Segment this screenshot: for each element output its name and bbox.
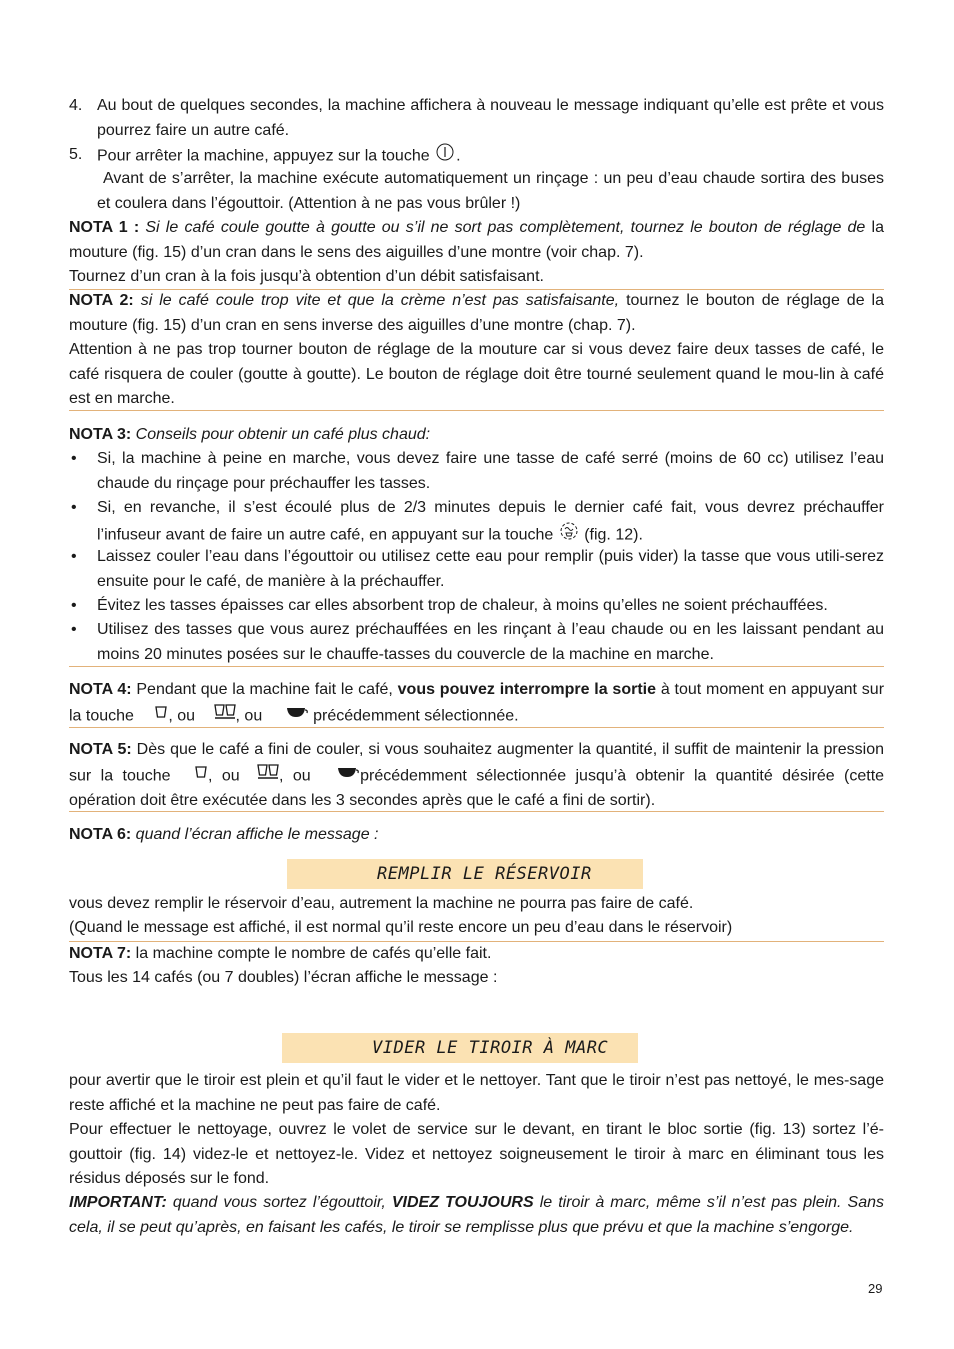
nota-3: NOTA 3: Conseils pour obtenir un café plus chaud: (69, 426, 431, 443)
nota-1-text2: Tournez d’un cran à la fois jusqu’à obtention d’un débit satisfaisant. (69, 268, 544, 285)
nota-6-text: vous devez remplir le réservoir d’eau, autrement la machine ne pourra pas faire de café. (69, 895, 694, 912)
nota-7-text2: Tous les 14 cafés (ou 7 doubles) l’écran affiche le message : (69, 969, 498, 986)
nota-3-bullet-1: Si, la machine à peine en marche, vous devez faire une tasse de café serré (moins de 60 cc) utilisez l’eau chaude du rinçage pour préchauffer les tasses. (97, 450, 884, 492)
nota-2-text2: Attention à ne pas trop tourner bouton de réglage de la mouture car si vous devez faire deux tasses de café, le café risquera de couler (goutte à goutte). Le bouton de réglage doit être tourné seulement quand le mou-lin à café est en marche. (69, 341, 884, 407)
single-cup-icon (194, 764, 208, 789)
item-5-note: Avant de s’arrêter, la machine exécute automatiquement un rinçage : un peu d’eau chaude sortira des buses et coulera dans l’égouttoir. (Attention à ne pas vous brûler !) (97, 170, 884, 212)
nota-3-bullet-5: Utilisez des tasses que vous aurez préchauffées en les rinçant à l’eau chaude ou en les laissant pendant au moins 20 minutes posées sur le chauffe-tasses du couvercle de la machine en marche. (97, 621, 884, 663)
bullet: • (71, 597, 77, 614)
nota-7-text4: Pour effectuer le nettoyage, ouvrez le volet de service sur le devant, en tirant le bloc sortie (fig. 13) sortez l’é-gouttoir (fig. 14) videz-le et nettoyez-le. Videz et nettoyez soigneusement le tiroir à marc en éliminant tous les résidus déposés sur le fond. (69, 1121, 884, 1187)
bullet: • (71, 548, 77, 565)
list-number-5: 5. (69, 146, 83, 163)
power-icon (434, 143, 456, 170)
important-label: IMPORTANT: (69, 1194, 167, 1211)
nota-1: NOTA 1 : Si le café coule goutte à goutte ou s’il ne sort pas complètement, tournez le bouton de réglage de la mouture (fig. 15) d’un cran dans le sens des aiguilles d’une montre (voir chap. 7). (69, 219, 884, 261)
nota-4-label: NOTA 4: (69, 681, 132, 698)
nota-6: NOTA 6: quand l’écran affiche le message : (69, 826, 379, 843)
item-4-text: Au bout de quelques secondes, la machine affichera à nouveau le message indiquant qu’elle est prête et vous pourrez faire un autre café. (97, 97, 884, 139)
nota-6-label: NOTA 6: (69, 826, 132, 843)
nota-3-bullet-3: Laissez couler l’eau dans l’égouttoir ou utilisez cette eau pour remplir (puis vider) la tasse que vous utili-serez ensuite pour le café, de manière à la préchauffer. (97, 548, 884, 590)
page-number: 29 (868, 1281, 883, 1296)
display-message-fill-tank: REMPLIR LE RÉSERVOIR (287, 859, 643, 889)
bullet: • (71, 621, 77, 638)
divider (69, 410, 884, 411)
bullet: • (71, 450, 77, 467)
divider (69, 666, 884, 667)
display-message-empty-grounds: VIDER LE TIROIR À MARC (282, 1033, 638, 1063)
nota-1-label: NOTA 1 : (69, 219, 140, 236)
divider (69, 811, 884, 812)
nota-7-label: NOTA 7: (69, 945, 132, 962)
nota-5-label: NOTA 5: (69, 741, 132, 758)
nota-4: NOTA 4: Pendant que la machine fait le café, vous pouvez interrompre la sortie à tout moment en appuyant sur la touche , ou , ou précédemment sélectionnée. (69, 678, 884, 729)
single-cup-icon (154, 704, 168, 729)
nota-3-bullet-4: Évitez les tasses épaisses car elles absorbent trop de chaleur, à moins qu’elles ne soient préchauffées. (97, 597, 828, 614)
bullet: • (71, 499, 77, 516)
large-cup-icon (285, 704, 309, 729)
list-number-4: 4. (69, 97, 83, 114)
nota-2: NOTA 2: si le café coule trop vite et que la crème n’est pas satisfaisante, tournez le bouton de réglage de la mouture (fig. 15) d’un cran en sens inverse des aiguilles d’une montre (chap. 7). (69, 292, 885, 334)
important-note: IMPORTANT: quand vous sortez l’égouttoir, VIDEZ TOUJOURS le tiroir à marc, même s’il n’est pas plein. Sans cela, il se peut qu’après, en faisant les cafés, le tiroir se remplisse plus que prévu et que la machine s’engorge. (69, 1194, 885, 1236)
double-cup-icon (214, 703, 236, 730)
nota-2-label: NOTA 2: (69, 292, 134, 309)
nota-3-bullet-2: Si, en revanche, il s’est écoulé plus de 2/3 minutes depuis le dernier café fait, vous devrez préchauffer l’infuseur avant de faire un autre café, en appuyant sur la touche (fig. 12). (97, 496, 884, 549)
divider (69, 727, 884, 728)
nota-5: NOTA 5: Dès que le café a fini de couler, si vous souhaitez augmenter la quantité, il suffit de maintenir la pression sur la touche , ou , ou précédemment sélectionnée jusqu’à obtenir la quantité désirée (cette opération doit être exécutée dans les 3 secondes après que le café a fini de sortir). (69, 741, 885, 809)
nota-7-text3: pour avertir que le tiroir est plein et qu’il faut le vider et le nettoyer. Tant que le tiroir n’est pas nettoyé, le mes-sage reste affiché et la machine ne peut pas faire de café. (69, 1072, 884, 1114)
double-cup-icon (257, 763, 279, 790)
large-cup-icon (336, 764, 360, 789)
nota-6-text2: (Quand le message est affiché, il est normal qu’il reste encore un peu d’eau dans le réservoir) (69, 919, 733, 936)
item-5-text: Pour arrêter la machine, appuyez sur la touche . (97, 143, 884, 170)
nota-3-label: NOTA 3: (69, 426, 132, 443)
nota-7: NOTA 7: la machine compte le nombre de cafés qu’elle fait. (69, 945, 492, 962)
